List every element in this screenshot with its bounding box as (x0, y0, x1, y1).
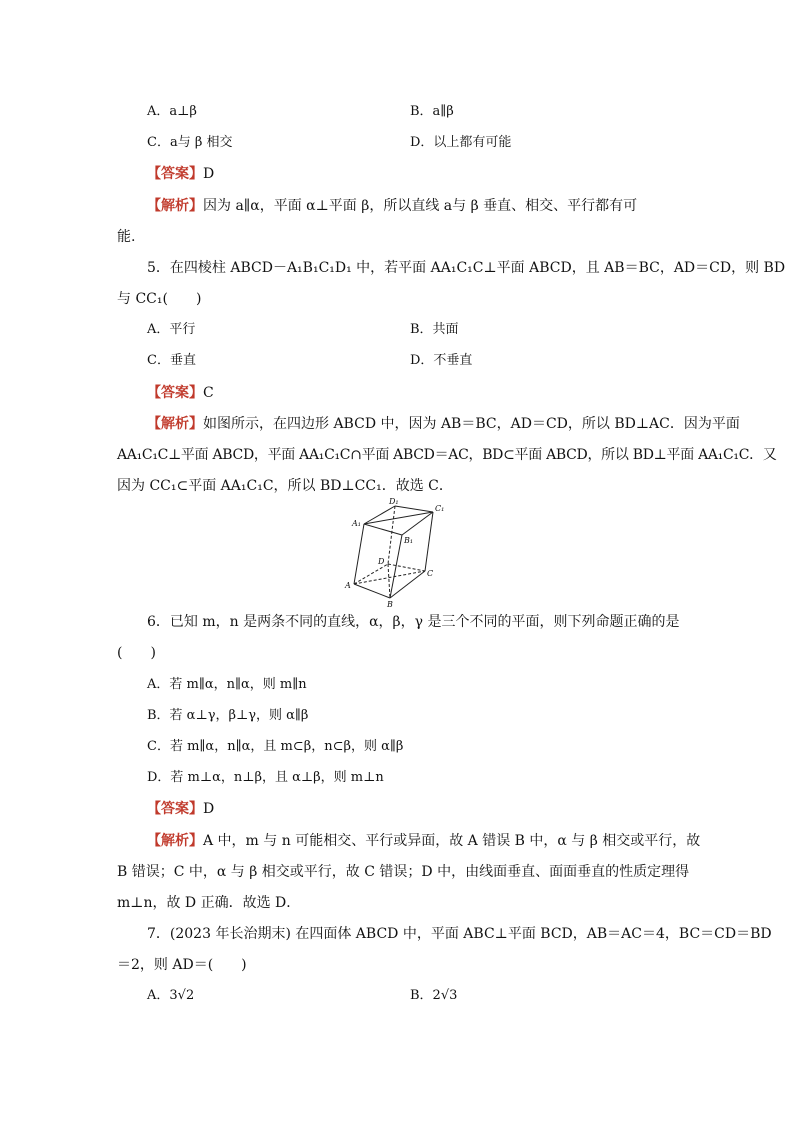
q4-answer (147, 164, 214, 184)
q6-stem-line-2: ( ) (117, 645, 156, 661)
edge-a-a1 (354, 524, 364, 584)
analysis-text: A 中，m 与 n 可能相交、平行或异面，故 A 错误 B 中，α 与 β 相交或平行，故 (203, 833, 701, 849)
q4-option-c: C．a与 β 相交 (147, 135, 233, 150)
label-d: D (378, 557, 385, 566)
q5-option-b: B．共面 (410, 322, 459, 337)
label-b: B (387, 600, 393, 608)
q5-analysis-line-3: 因为 CC₁⊂平面 AA₁C₁C，所以 BD⊥CC₁．故选 C． (117, 478, 453, 494)
diagonal-b-d-hidden (388, 564, 390, 598)
prism-figure (340, 498, 455, 608)
q5-stem-line-1: 5．在四棱柱 ABCD－A₁B₁C₁D₁ 中，若平面 AA₁C₁C⊥平面 ABCD，且 AB＝BC，AD＝CD，则 BD (147, 260, 786, 276)
answer-value: D (203, 166, 215, 182)
answer-tag: 【答案】 (147, 166, 203, 182)
q4-option-d: D．以上都有可能 (410, 135, 512, 150)
label-c1: C₁ (435, 504, 445, 513)
q6-option-a: A．若 m∥α，n∥α，则 m∥n (147, 677, 307, 692)
q5-option-a: A．平行 (147, 322, 196, 337)
q6-analysis-line-3: m⊥n，故 D 正确．故选 D． (117, 895, 301, 911)
edge-d-c-hidden (388, 564, 425, 571)
q4-option-a: A．a⊥β (147, 104, 197, 119)
q6-answer (147, 799, 214, 819)
q5-option-d: D．不垂直 (410, 353, 473, 368)
edge-a-b (354, 584, 390, 598)
q5-option-c: C．垂直 (147, 353, 196, 368)
answer-tag: 【答案】 (147, 385, 203, 401)
prism-diagram (340, 498, 455, 608)
label-d1: D₁ (389, 498, 399, 506)
q6-analysis-line-2: B 错误；C 中，α 与 β 相交或平行，故 C 错误；D 中，由线面垂直、面面垂直的性质定理得 (117, 864, 690, 880)
q6-option-b: B．若 α⊥γ，β⊥γ，则 α∥β (147, 708, 309, 723)
edge-d-d1-hidden (388, 506, 395, 564)
analysis-text: 因为 a∥α，平面 α⊥平面 β，所以直线 a与 β 垂直、相交、平行都有可 (203, 198, 638, 214)
edge-c-c1 (425, 512, 433, 571)
q7-option-b: B．2√3 (410, 988, 458, 1003)
analysis-tag: 【解析】 (147, 416, 203, 432)
q5-analysis-line-2: AA₁C₁C⊥平面 ABCD，平面 AA₁C₁C∩平面 ABCD＝AC，BD⊂平面 ABCD，所以 BD⊥平面 AA₁C₁C．又 (117, 447, 777, 463)
analysis-text: 如图所示，在四边形 ABCD 中，因为 AB＝BC，AD＝CD，所以 BD⊥AC．因为平面 (203, 416, 740, 432)
q4-option-b: B．a∥β (410, 104, 454, 119)
label-c: C (427, 569, 434, 578)
q5-stem-line-2: 与 CC₁( ) (117, 291, 202, 307)
q7-option-a: A．3√2 (147, 988, 195, 1003)
edge-b1-c1 (402, 512, 433, 535)
answer-value: C (203, 385, 214, 401)
label-a: A (345, 581, 351, 590)
q7-stem-line-2: ＝2，则 AD＝( ) (117, 957, 247, 973)
q4-analysis-line-1 (147, 196, 637, 216)
edge-d1-c1 (395, 506, 433, 512)
answer-tag: 【答案】 (147, 801, 203, 817)
q6-option-c: C．若 m∥α，n∥α，且 m⊂β，n⊂β，则 α∥β (147, 739, 404, 754)
q6-analysis-line-1 (147, 831, 700, 851)
q6-stem-line-1: 6．已知 m，n 是两条不同的直线，α，β，γ 是三个不同的平面，则下列命题正确的是 (147, 614, 680, 630)
label-b1: B₁ (404, 536, 414, 545)
q5-answer (147, 383, 214, 403)
answer-value: D (203, 801, 215, 817)
analysis-tag: 【解析】 (147, 833, 203, 849)
q5-analysis-line-1 (147, 414, 740, 434)
label-a1: A₁ (352, 519, 361, 528)
analysis-tag: 【解析】 (147, 198, 203, 214)
edge-a1-b1 (364, 524, 402, 535)
edge-b-c (390, 571, 425, 598)
q4-analysis-line-2: 能. (117, 229, 136, 245)
q7-stem-line-1: 7．(2023 年长治期末) 在四面体 ABCD 中，平面 ABC⊥平面 BCD，AB＝AC＝4，BC＝CD＝BD (147, 926, 772, 942)
q6-option-d: D．若 m⊥α，n⊥β，且 α⊥β，则 m⊥n (147, 770, 384, 785)
